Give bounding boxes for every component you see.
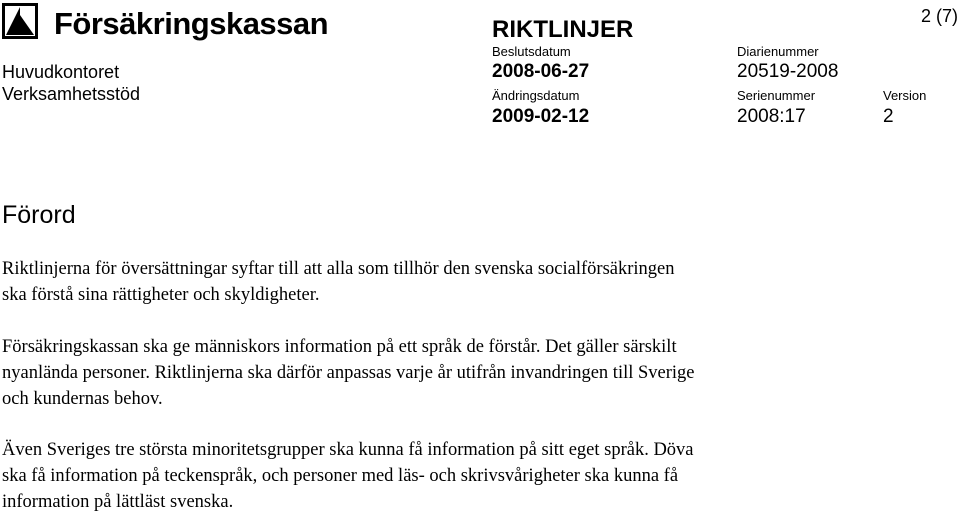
- decision-date-label: Beslutsdatum: [492, 44, 571, 59]
- document-type: RIKTLINJER: [492, 16, 634, 43]
- paragraph: Även Sveriges tre största minoritetsgrupper ska kunna få information på sitt eget språk. Döva ska få information på teckenspråk, och personer med läs- och skrivsvårigheter ska kunna få information på lättläst svenska.: [2, 440, 694, 512]
- registration-value: 20519-2008: [737, 61, 839, 82]
- change-date-label: Ändringsdatum: [492, 88, 580, 103]
- series-label: Serienummer: [737, 88, 816, 103]
- unit-label: Verksamhetsstöd: [2, 84, 141, 104]
- decision-date-value: 2008-06-27: [492, 61, 590, 82]
- version-value: 2: [883, 106, 894, 127]
- change-date-value: 2009-02-12: [492, 106, 590, 127]
- section-heading: Förord: [2, 201, 76, 229]
- page-number: 2 (7): [921, 6, 959, 26]
- series-value: 2008:17: [737, 106, 806, 127]
- version-label: Version: [883, 88, 927, 103]
- logo-text: Försäkringskassan: [54, 6, 329, 41]
- department-label: Huvudkontoret: [2, 62, 120, 82]
- paragraph: Riktlinjerna för översättningar syftar till att alla som tillhör den svenska socialförsäkringen ska förstå sina rättigheter och skyldigheter.: [2, 259, 675, 305]
- logo-icon: [2, 3, 38, 39]
- paragraph: Försäkringskassan ska ge människors information på ett språk de förstår. Det gäller särskilt nyanlända personer. Riktlinjerna ska därför anpassas varje år utifrån invandringen till Sverige och kundernas behov.: [2, 337, 695, 409]
- registration-label: Diarienummer: [737, 44, 819, 59]
